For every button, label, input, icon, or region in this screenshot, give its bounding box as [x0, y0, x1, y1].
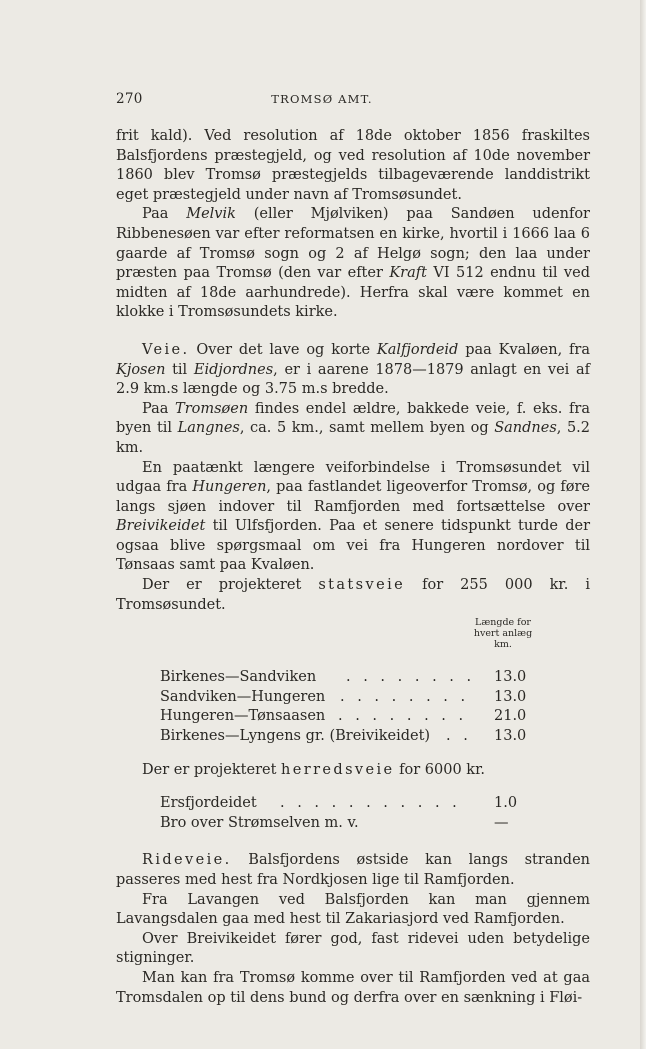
place-name-sandnes: Sandnes: [494, 420, 557, 437]
text-run: paa Kvaløen, fra: [458, 341, 590, 358]
row-value: 13.0: [494, 728, 527, 745]
table-row: [116, 707, 590, 727]
text-run: Paa: [142, 400, 176, 417]
table-row: [116, 794, 590, 814]
text-run: Fra Lavangen ved Balsfjorden kan man gjennem Lavangsdalen gaa med hest til Zakariasjord ved Ramfjorden.: [116, 891, 590, 928]
row-name: Sandviken—Hungeren: [160, 688, 326, 705]
row-value: 21.0: [494, 708, 527, 725]
text-run: Der er projekteret: [142, 761, 282, 778]
row-name: Ersfjordeidet: [160, 795, 257, 812]
body-text: [116, 127, 590, 1008]
text-run: for 255 000 kr. i Tromsøsundet.: [116, 577, 590, 613]
herred-road-table: [116, 794, 590, 833]
column-label-length: Længde for hvert anlæg km.: [473, 617, 533, 651]
citation-kraft: Kraft: [389, 265, 427, 282]
row-value: 13.0: [494, 688, 527, 705]
text-run: for 6000 kr.: [394, 761, 486, 778]
text-run: til Ulfsfjorden. Paa et senere tidspunkt turde der ogsaa blive spørgsmaal om vei fra Hungeren nordover til Tønsaas samt paa Kvaløen.: [116, 518, 590, 574]
paragraph-melvik: [116, 205, 590, 323]
text-run: findes endel ældre, bakkede veie, f. eks. fra byen til: [116, 400, 590, 437]
section-heading-rideveie: Rideveie.: [142, 852, 232, 869]
paragraph-tromsdalen: [116, 969, 590, 1008]
row-value: 1.0: [494, 795, 518, 812]
paragraph-veiforbindelse: [116, 459, 590, 577]
text-run: Over Breivikeidet fører god, fast ridevei uden betydelige stigninger.: [116, 930, 590, 967]
place-name-tromsoen: Tromsøen: [175, 400, 249, 417]
paragraph-1: [116, 127, 590, 205]
paragraph-1-text: frit kald). Ved resolution af 18de oktober 1856 fraskiltes Balsfjordens præstegjeld, og ved resolution af 10de november 1860 blev Tromsø præstegjelds tilbageværende landdistrikt eget præstegjeld under navn af Tromsøsundet.: [116, 128, 590, 203]
row-name: Hungeren—Tønsaasen: [160, 708, 326, 725]
row-value: 13.0: [494, 669, 527, 686]
place-name-kalfjordeid: Kalfjordeid: [376, 341, 459, 358]
text-run: Der er projekteret: [142, 577, 319, 594]
text-run: En paatænkt længere veiforbindelse i Tromsøsundet vil udgaa fra: [116, 459, 590, 496]
text-run: (eller Mjølviken) paa Sandøen udenfor Ribbenesøen var efter reformatsen en kirke, hvortil i 1666 laa 6 gaarde af Tromsø sogn og 2 af Helgø sogn; den laa under præsten paa Tromsø (den var efter: [116, 206, 590, 282]
text-run: Paa: [142, 206, 187, 223]
page-number: 270: [116, 91, 143, 107]
text-run: VI 512 endnu til ved midten af 18de aarhundrede). Herfra skal være kommet en klokke i Tromsøsundets kirke.: [116, 265, 590, 321]
leader-dots: . . . . . . . .: [346, 669, 476, 686]
table-column-header: [116, 615, 590, 668]
place-name-eidjordnes: Eidjordnes: [193, 361, 274, 378]
page-header: [116, 91, 528, 111]
table-row: [116, 814, 590, 834]
leader-dots: . . . . . . . .: [338, 708, 468, 725]
place-name-melvik: Melvik: [186, 206, 236, 223]
paragraph-lavangen: [116, 891, 590, 930]
row-name: Bro over Strømselven m. v.: [160, 814, 359, 831]
paragraph-tromsoen: [116, 400, 590, 459]
text-run: Over det lave og korte: [189, 341, 377, 358]
leader-dots: . . . . . . . . . . .: [280, 795, 461, 812]
page-edge-shadow: [640, 0, 646, 1049]
leader-dots: . . . . . . . .: [340, 688, 470, 705]
stats-road-table: [116, 668, 590, 746]
running-head: TROMSØ AMT.: [271, 92, 373, 106]
text-run: , 5.2 km.: [116, 420, 590, 456]
place-name-breivikeidet: Breivikeidet: [116, 518, 206, 535]
place-name-langnes: Langnes: [177, 420, 240, 437]
table-row: [116, 688, 590, 708]
text-run: til: [165, 361, 194, 378]
row-name: Birkenes—Lyngens gr. (Breivikeidet): [160, 728, 431, 745]
text-run: Balsfjordens østside kan langs stranden passeres med hest fra Nordkjosen lige til Ramfjorden.: [116, 852, 590, 888]
term-statsveie: statsveie: [318, 577, 406, 594]
paragraph-statsveie: [116, 576, 590, 615]
text-run: , ca. 5 km., samt mellem byen og: [239, 420, 495, 437]
table-row: [116, 727, 590, 747]
paragraph-breivikeidet: [116, 930, 590, 969]
text-run: Man kan fra Tromsø komme over til Ramfjorden ved at gaa Tromsdalen op til dens bund og derfra over en sænkning i Fløi-: [116, 969, 590, 1006]
row-name: Birkenes—Sandviken: [160, 669, 317, 686]
place-name-hungeren: Hungeren: [192, 479, 267, 496]
leader-dots: . .: [446, 728, 472, 745]
table-row: [116, 668, 590, 688]
row-value: —: [494, 814, 509, 831]
paragraph-rideveie: [116, 851, 590, 890]
paragraph-herredsveie: [116, 761, 590, 781]
text-run: , er i aarene 1878—1879 anlagt en vei af 2.9 km.s længde og 3.75 m.s bredde.: [116, 361, 590, 398]
paragraph-veie: [116, 341, 590, 400]
term-herredsveie: herredsveie: [281, 761, 395, 778]
section-heading-veie: Veie.: [142, 341, 190, 358]
text-run: , paa fastlandet ligeoverfor Tromsø, og føre langs sjøen indover til Ramfjorden med fortsættelse over: [116, 479, 590, 515]
place-name-kjosen: Kjosen: [116, 361, 166, 378]
